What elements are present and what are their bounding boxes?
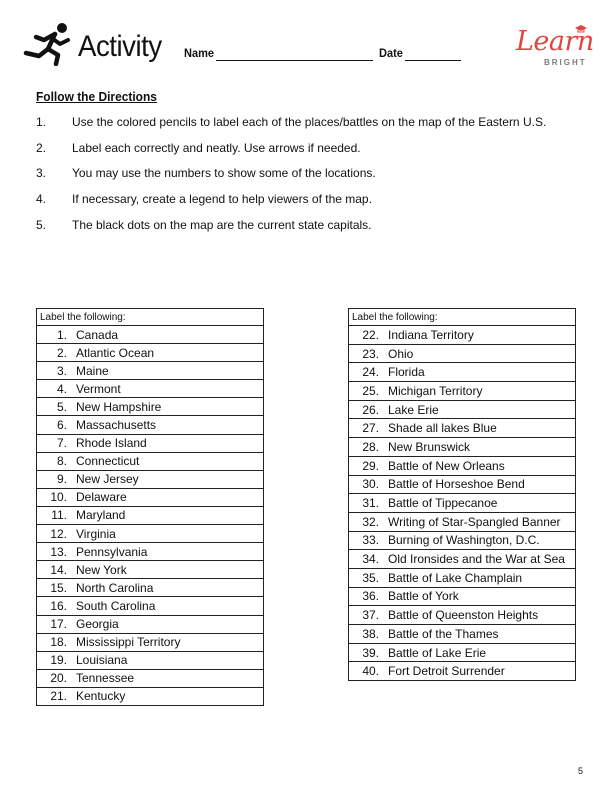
item-number: 25. <box>362 383 379 398</box>
item-number: 3. <box>56 363 67 378</box>
direction-number: 4. <box>36 192 47 207</box>
item-number: 4. <box>56 381 67 396</box>
table-row <box>37 470 264 488</box>
item-number: 15. <box>50 580 67 595</box>
item-label: Battle of York <box>388 589 459 604</box>
item-number: 31. <box>362 496 379 511</box>
table-row <box>349 456 576 475</box>
item-number: 34. <box>362 552 379 567</box>
table-cell <box>349 363 576 382</box>
item-number: 11. <box>51 508 67 523</box>
table-row <box>349 344 576 363</box>
item-number: 24. <box>362 365 379 380</box>
table-cell <box>37 579 264 597</box>
table-cell <box>349 438 576 457</box>
direction-number: 2. <box>36 140 47 155</box>
table-cell <box>349 382 576 401</box>
table-cell <box>37 452 264 470</box>
item-number: 26. <box>362 402 379 417</box>
activity-title: Activity <box>78 30 162 63</box>
table-row <box>349 550 576 569</box>
item-number: 13. <box>50 544 67 559</box>
table-cell <box>37 398 264 416</box>
table-row <box>37 326 264 344</box>
table-row <box>349 531 576 550</box>
item-label: Ohio <box>388 346 414 361</box>
item-label: Michigan Territory <box>388 383 483 398</box>
item-number: 17. <box>50 617 67 632</box>
table-row <box>37 579 264 597</box>
item-number: 14. <box>50 562 67 577</box>
item-label: Battle of Queenston Heights <box>388 608 539 623</box>
learn-bright-logo <box>510 24 594 72</box>
table-row <box>349 494 576 513</box>
item-number: 8. <box>56 454 67 469</box>
table-cell <box>349 475 576 494</box>
directions-title: Follow the Directions <box>36 89 157 104</box>
direction-number: 1. <box>36 115 47 129</box>
item-number: 35. <box>362 570 379 585</box>
table-row <box>37 488 264 506</box>
table-row <box>37 561 264 579</box>
table-row <box>37 362 264 380</box>
item-number: 2. <box>56 345 67 360</box>
table-cell <box>349 625 576 644</box>
table-cell <box>37 344 264 362</box>
item-number: 10. <box>50 490 67 505</box>
item-number: 9. <box>56 472 67 487</box>
table-row <box>37 380 264 398</box>
table-cell <box>349 550 576 569</box>
item-label: Delaware <box>76 490 127 505</box>
table-cell <box>37 488 264 506</box>
table-cell <box>37 434 264 452</box>
direction-item <box>36 141 596 167</box>
item-label: Florida <box>388 365 425 380</box>
name-field-line[interactable] <box>216 60 373 61</box>
item-label: Battle of Lake Erie <box>388 645 487 660</box>
item-label: New York <box>76 562 127 577</box>
table-row <box>349 382 576 401</box>
table-cell <box>37 380 264 398</box>
direction-item <box>36 192 596 218</box>
item-number: 1. <box>56 327 67 342</box>
label-table-left <box>36 308 264 706</box>
table-cell <box>349 587 576 606</box>
table-cell <box>349 494 576 513</box>
item-label: New Jersey <box>76 472 139 487</box>
table-cell <box>37 506 264 524</box>
table-cell <box>37 525 264 543</box>
item-number: 19. <box>50 653 67 668</box>
logo-main-text: Learn <box>516 26 594 57</box>
table-cell <box>349 512 576 531</box>
item-label: Writing of Star-Spangled Banner <box>388 514 561 529</box>
direction-number: 3. <box>36 166 47 181</box>
item-label: Burning of Washington, D.C. <box>388 533 540 548</box>
table-cell <box>349 662 576 681</box>
direction-text: The black dots on the map are the current state capitals. <box>72 217 372 232</box>
item-label: Kentucky <box>76 689 126 704</box>
table-row <box>37 633 264 651</box>
item-label: Battle of New Orleans <box>388 458 505 473</box>
item-label: Battle of the Thames <box>388 626 499 641</box>
table-cell <box>37 651 264 669</box>
table-cell <box>37 416 264 434</box>
item-label: Georgia <box>76 617 119 632</box>
date-label: Date <box>379 46 403 60</box>
table-row <box>37 506 264 524</box>
item-label: Connecticut <box>76 454 140 469</box>
directions-list <box>36 115 596 243</box>
table-row <box>349 400 576 419</box>
item-label: Indiana Territory <box>388 327 474 342</box>
table-cell <box>349 531 576 550</box>
item-number: 12. <box>50 526 67 541</box>
item-label: Vermont <box>76 381 121 396</box>
item-label: Battle of Horseshoe Bend <box>388 477 525 492</box>
table-row <box>349 643 576 662</box>
table-cell <box>37 615 264 633</box>
direction-number: 5. <box>36 217 47 232</box>
table-cell <box>349 456 576 475</box>
table-cell <box>37 561 264 579</box>
item-label: Maryland <box>76 508 126 523</box>
table-row <box>37 398 264 416</box>
item-label: Mississippi Territory <box>76 635 181 650</box>
direction-text: Use the colored pencils to label each of the places/battles on the map of the Eastern U.S. <box>72 115 547 129</box>
table-cell <box>349 568 576 587</box>
table-row <box>349 326 576 345</box>
table-row <box>349 419 576 438</box>
table-row <box>37 543 264 561</box>
item-label: Canada <box>76 327 119 342</box>
table-cell <box>349 643 576 662</box>
direction-item <box>36 166 596 192</box>
item-number: 36. <box>362 589 379 604</box>
table-cell <box>37 543 264 561</box>
item-number: 5. <box>56 399 67 414</box>
table-cell <box>37 326 264 344</box>
item-label: Rhode Island <box>76 436 147 451</box>
item-number: 33. <box>362 533 379 548</box>
table-cell <box>37 470 264 488</box>
item-label: Virginia <box>76 526 116 541</box>
running-person-icon <box>22 22 74 66</box>
item-number: 29. <box>362 458 379 473</box>
table-row <box>349 587 576 606</box>
table-cell <box>349 419 576 438</box>
item-number: 27. <box>362 421 379 436</box>
item-number: 7. <box>56 436 67 451</box>
item-number: 18. <box>50 635 67 650</box>
table-row <box>37 669 264 687</box>
table-row <box>349 475 576 494</box>
item-number: 40. <box>362 664 379 679</box>
item-number: 32. <box>362 514 379 529</box>
table-cell <box>349 606 576 625</box>
table-cell <box>37 687 264 705</box>
table-row <box>37 452 264 470</box>
item-number: 30. <box>362 477 379 492</box>
name-label: Name <box>184 46 215 60</box>
item-label: Tennessee <box>76 671 135 686</box>
item-number: 39. <box>362 645 379 660</box>
item-label: North Carolina <box>76 580 154 595</box>
item-label: Pennsylvania <box>76 544 148 559</box>
table-row <box>37 597 264 615</box>
direction-text: Label each correctly and neatly. Use arrows if needed. <box>72 140 361 155</box>
table-cell <box>349 326 576 345</box>
item-label: Atlantic Ocean <box>76 345 155 360</box>
table-cell <box>37 633 264 651</box>
direction-text: If necessary, create a legend to help viewers of the map. <box>72 192 372 207</box>
date-field-line[interactable] <box>405 60 461 61</box>
item-label: Battle of Tippecanoe <box>388 496 498 511</box>
item-label: Shade all lakes Blue <box>388 421 497 436</box>
table-row <box>37 434 264 452</box>
item-number: 23. <box>362 346 379 361</box>
table-row <box>349 606 576 625</box>
table-row <box>37 651 264 669</box>
table-row <box>37 615 264 633</box>
item-number: 20. <box>50 671 67 686</box>
item-label: New Hampshire <box>76 399 162 414</box>
table-cell <box>349 344 576 363</box>
logo-sub-text: BRIGHT <box>544 58 587 67</box>
item-label: New Brunswick <box>388 439 471 454</box>
table-row <box>37 687 264 705</box>
item-label: Louisiana <box>76 653 128 668</box>
item-number: 21. <box>50 689 67 704</box>
page-number: 5 <box>578 766 584 776</box>
table-row <box>37 344 264 362</box>
item-label: Old Ironsides and the War at Sea <box>388 552 565 567</box>
item-number: 16. <box>50 598 67 613</box>
worksheet-header <box>0 0 612 80</box>
item-label: Maine <box>76 363 109 378</box>
table-cell <box>37 669 264 687</box>
table-row <box>349 512 576 531</box>
item-label: Massachusetts <box>76 418 157 433</box>
table-cell <box>37 362 264 380</box>
direction-item <box>36 218 596 244</box>
table-row <box>349 363 576 382</box>
table-row <box>349 568 576 587</box>
item-label: Fort Detroit Surrender <box>388 664 505 679</box>
table-cell <box>37 597 264 615</box>
table-row <box>37 416 264 434</box>
direction-item <box>36 115 596 141</box>
item-number: 6. <box>56 418 67 433</box>
item-number: 28. <box>362 439 379 454</box>
label-table-right <box>348 308 576 681</box>
item-number: 37. <box>362 608 379 623</box>
item-number: 22. <box>362 327 379 342</box>
table-row <box>349 625 576 644</box>
item-label: Lake Erie <box>388 402 439 417</box>
table-row <box>37 525 264 543</box>
direction-text: You may use the numbers to show some of the locations. <box>72 166 376 181</box>
table-row <box>349 662 576 681</box>
table-cell <box>349 400 576 419</box>
table-row <box>349 438 576 457</box>
table-header: Label the following: <box>37 309 264 326</box>
item-label: South Carolina <box>76 598 156 613</box>
table-header: Label the following: <box>349 309 576 326</box>
item-label: Battle of Lake Champlain <box>388 570 523 585</box>
item-number: 38. <box>362 626 379 641</box>
